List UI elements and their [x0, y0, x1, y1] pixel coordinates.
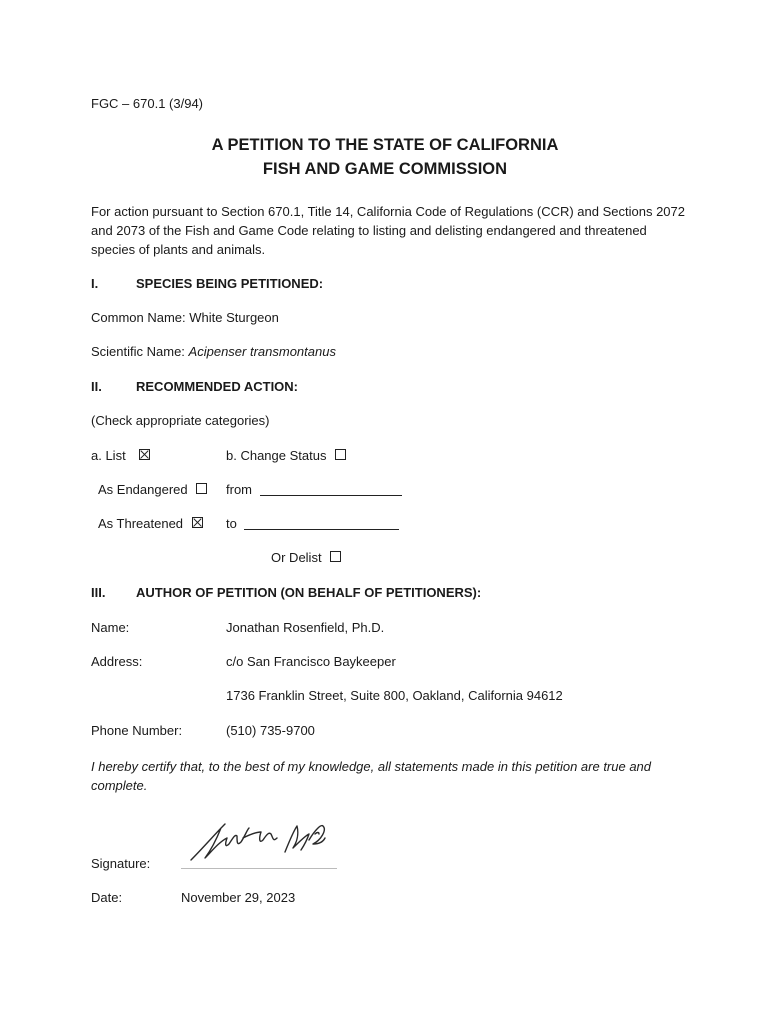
check-categories-note: (Check appropriate categories): [91, 413, 270, 428]
threatened-checkbox[interactable]: [192, 517, 203, 528]
section-3-number: III.: [91, 585, 106, 600]
to-blank-line[interactable]: [244, 517, 399, 530]
name-value: Jonathan Rosenfield, Ph.D.: [226, 620, 385, 635]
scientific-name-value: Acipenser transmontanus: [188, 344, 336, 359]
from-label: from: [226, 482, 252, 497]
to-label: to: [226, 516, 237, 531]
from-field: [226, 482, 402, 497]
threatened-option: [98, 516, 203, 531]
certification-statement: I hereby certify that, to the best of my knowledge, all statements made in this petition are true and complete.: [91, 759, 652, 793]
common-name-value: White Sturgeon: [189, 310, 279, 325]
scientific-name-row: [91, 344, 336, 359]
signature-line: [181, 816, 337, 869]
change-status-checkbox[interactable]: [335, 449, 346, 460]
delist-label: Or Delist: [271, 550, 322, 565]
list-option: [91, 448, 150, 463]
address-label: Address:: [91, 654, 143, 669]
section-1-heading: SPECIES BEING PETITIONED:: [136, 276, 324, 291]
delist-checkbox[interactable]: [330, 551, 341, 562]
from-blank-line[interactable]: [260, 483, 402, 496]
to-field: [226, 516, 399, 531]
phone-label: Phone Number:: [91, 723, 183, 738]
date-value: November 29, 2023: [181, 890, 296, 905]
section-2-heading: RECOMMENDED ACTION:: [136, 379, 299, 394]
title-line-1: A PETITION TO THE STATE OF CALIFORNIA: [211, 136, 559, 154]
signature-label: Signature:: [91, 856, 151, 871]
list-checkbox[interactable]: [139, 449, 150, 460]
delist-option: [271, 550, 341, 565]
endangered-option: [98, 482, 207, 497]
phone-value: (510) 735-9700: [226, 723, 315, 738]
section-2-number: II.: [91, 379, 102, 394]
section-3-heading: AUTHOR OF PETITION (ON BEHALF OF PETITIONERS):: [136, 585, 482, 600]
scientific-name-label: Scientific Name:: [91, 344, 185, 359]
date-label: Date:: [91, 890, 123, 905]
form-id: FGC – 670.1 (3/94): [91, 96, 203, 111]
common-name-label: Common Name:: [91, 310, 186, 325]
endangered-checkbox[interactable]: [196, 483, 207, 494]
change-status-label: b. Change Status: [226, 448, 327, 463]
change-status-option: [226, 448, 346, 463]
title-line-2: FISH AND GAME COMMISSION: [262, 160, 508, 178]
endangered-label: As Endangered: [98, 482, 188, 497]
signature-image: [181, 816, 337, 868]
section-1-number: I.: [91, 276, 99, 291]
common-name-row: [91, 310, 279, 325]
address-line-1: c/o San Francisco Baykeeper: [226, 654, 396, 669]
address-line-2: 1736 Franklin Street, Suite 800, Oakland, California 94612: [226, 688, 563, 703]
threatened-label: As Threatened: [98, 516, 184, 531]
list-label: a. List: [91, 448, 126, 463]
intro-paragraph: For action pursuant to Section 670.1, Title 14, California Code of Regulations (CCR) and Sections 2072 and 2073 of the Fish and Game Code relating to listing and delisting endangered and threatened species of plants and animals.: [91, 204, 686, 257]
name-label: Name:: [91, 620, 130, 635]
